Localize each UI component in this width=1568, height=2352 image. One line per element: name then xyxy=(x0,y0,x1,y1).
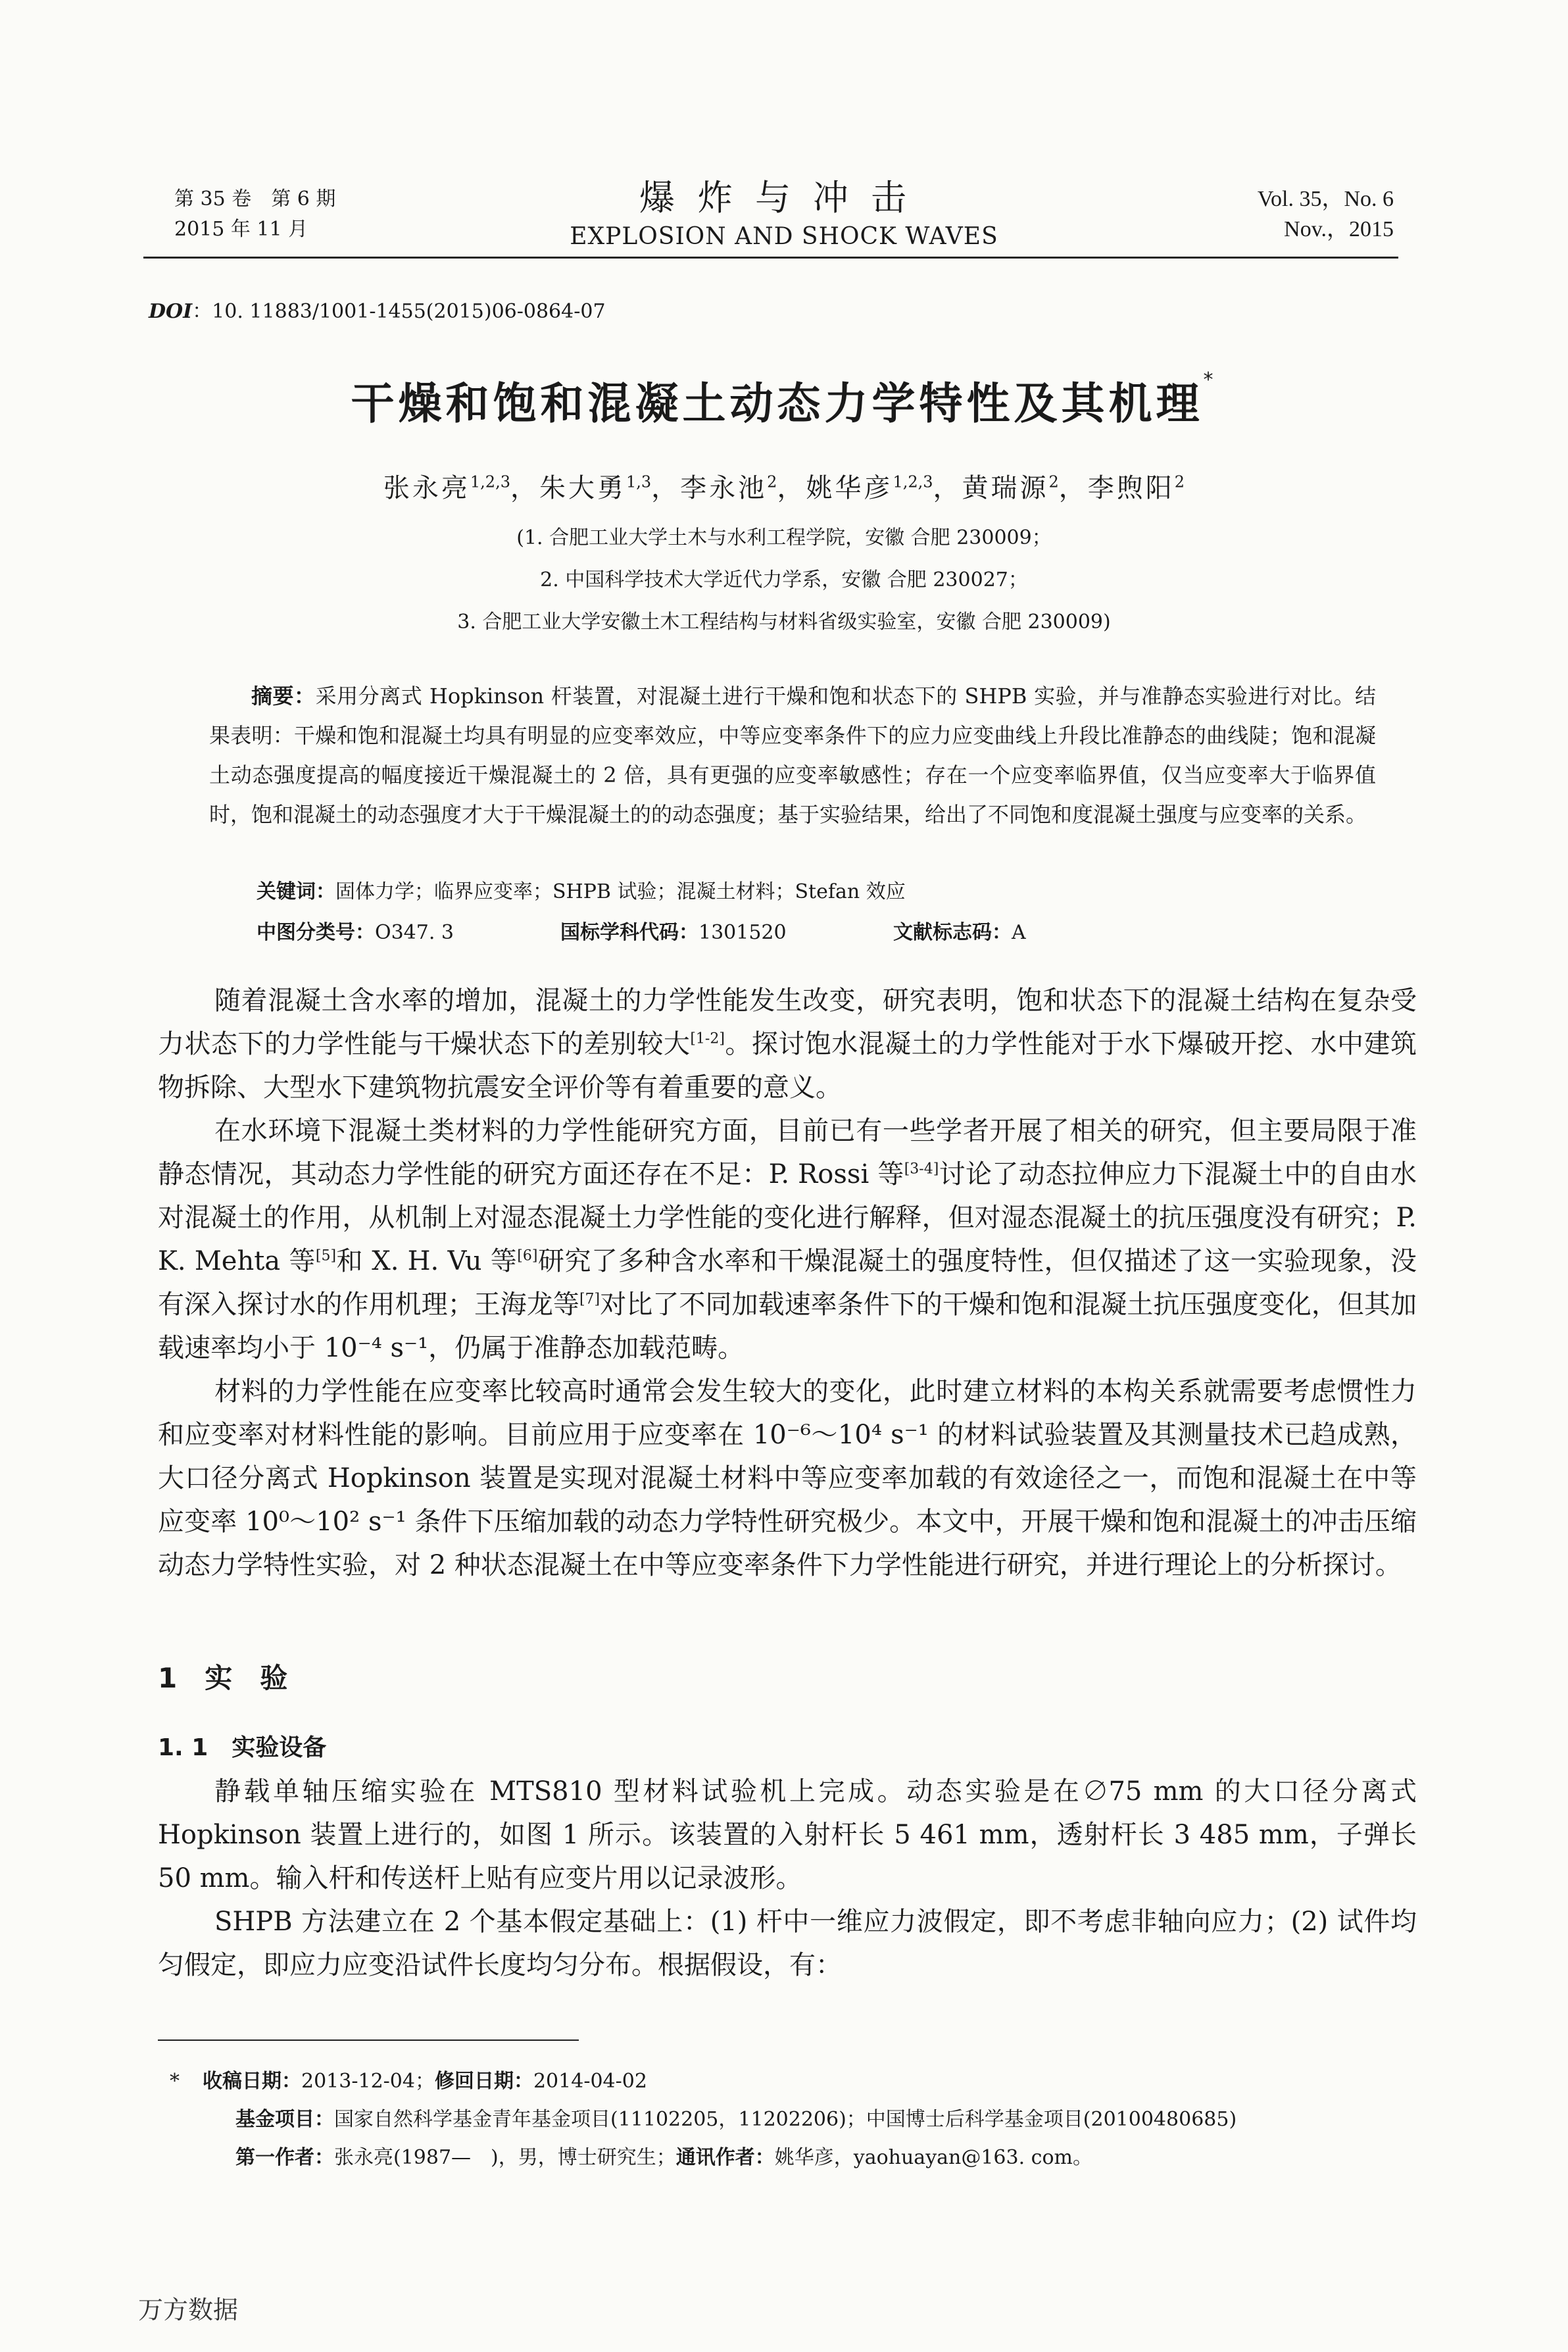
paper-title xyxy=(0,368,1568,431)
footnote-rule xyxy=(158,2039,579,2041)
doi-value: ：10. 11883/1001-1455(2015)06-0864-07 xyxy=(192,300,606,323)
subsection-heading: 1. 1 实验设备 xyxy=(158,1734,327,1761)
author-name: 李煦阳 xyxy=(1087,473,1175,503)
title-footnote-mark: * xyxy=(1203,368,1217,391)
journal-name-cn: 爆炸与冲击 xyxy=(639,177,929,218)
keywords xyxy=(257,875,1375,904)
footnote-star: * xyxy=(170,2070,180,2093)
intro-paragraph xyxy=(158,1109,1417,1370)
section-heading: 1 实 验 xyxy=(158,1662,288,1694)
journal-name-en: EXPLOSION AND SHOCK WAVES xyxy=(570,223,998,250)
citation: [7] xyxy=(579,1291,600,1308)
text-run: 对比了不同加载速率条件下的干燥和饱和混凝土抗压强度变化，但其加载速率均小于 10⁻⁴ s⁻¹，仍属于准静态加载范畴。 xyxy=(158,1289,1417,1363)
doi-label: DOI xyxy=(149,300,193,323)
citation: [5] xyxy=(315,1247,337,1264)
citation: [1-2] xyxy=(690,1030,725,1047)
text-run: 和 X. H. Vu 等 xyxy=(336,1246,518,1276)
keywords-label: 关键词： xyxy=(257,880,335,903)
author-affil: 2 xyxy=(767,472,777,491)
body-paragraph: 静载单轴压缩实验在 MTS810 型材料试验机上完成。动态实验是在∅75 mm 的大口径分离式 Hopkinson 装置上进行的，如图 1 所示。该装置的入射杆长 5 461 mm，透射杆长 3 485 mm，子弹长 50 mm。输入杆和传送杆上贴有应变片用以记录波形。 xyxy=(158,1776,1417,1893)
citation: [6] xyxy=(517,1247,538,1264)
author-name: 李永池 xyxy=(680,473,768,503)
first-author-label: 第一作者： xyxy=(235,2146,334,2169)
header-date: 2015 年 11 月 xyxy=(174,218,308,241)
text-run: 随着混凝土含水率的增加，混凝土的力学性能发生改变，研究表明，饱和状态下的混凝土结构在复杂受力状态下的力学性能与干燥状态下的差别较大 xyxy=(158,986,1417,1059)
affiliation-line: 2. 中国科学技术大学近代力学系，安徽 合肥 230027； xyxy=(540,568,1028,591)
header-vol-en xyxy=(1258,184,1394,245)
author-affil: 2 xyxy=(1048,472,1059,491)
affiliation-line: 3. 合肥工业大学安徽土木工程结构与材料省级实验室，安徽 合肥 230009) xyxy=(457,611,1111,634)
introduction xyxy=(158,979,1417,1587)
author-name: 张永亮 xyxy=(383,473,470,503)
clc-value: O347. 3 xyxy=(375,921,454,944)
footnote-fund xyxy=(172,2101,1237,2139)
clc-code xyxy=(257,916,454,945)
title-text: 干燥和饱和混凝土动态力学特性及其机理 xyxy=(351,378,1204,429)
author-affil: 2 xyxy=(1174,472,1185,491)
section-1-1-body xyxy=(158,1770,1417,1987)
text-run: 。探讨饱水混凝土的力学性能对于水下爆破开挖、水中建筑物拆除、大型水下建筑物抗震安全评价等有着重要的意义。 xyxy=(158,1029,1417,1103)
header-month-year: Nov.，2015 xyxy=(1284,217,1394,241)
revised-value: 2014-04-02 xyxy=(533,2070,647,2093)
affiliations xyxy=(0,517,1568,643)
fund-label: 基金项目： xyxy=(235,2108,334,2131)
subject-label: 国标学科代码： xyxy=(560,921,698,944)
watermark: 万方数据 xyxy=(138,2295,239,2324)
abstract-label: 摘要： xyxy=(251,684,316,709)
body-paragraph: SHPB 方法建立在 2 个基本假定基础上：(1) 杆中一维应力波假定，即不考虑非轴向应力；(2) 试件均匀假定，即应力应变沿试件长度均匀分布。根据假设，有： xyxy=(158,1907,1417,1980)
intro-paragraph: 材料的力学性能在应变率比较高时通常会发生较大的变化，此时建立材料的本构关系就需要考虑惯性力和应变率对材料性能的影响。目前应用于应变率在 10⁻⁶～10⁴ s⁻¹ 的材料试验装置及其测量技术已趋成熟，大口径分离式 Hopkinson 装置是实现对混凝土材料中等应变率加载的有效途径之一，而饱和混凝土在中等应变率 10⁰～10² s⁻¹ 条件下压缩加载的动态力学特性研究极少。本文中，开展干燥和饱和混凝土的冲击压缩动态力学特性实验，对 2 种状态混凝土在中等应变率条件下力学性能进行研究，并进行理论上的分析探讨。 xyxy=(158,1376,1417,1580)
text-run: 在水环境下混凝土类材料的力学性能研究方面，目前已有一些学者开展了相关的研究，但主要局限于准静态情况，其动态力学性能的研究方面还存在不足：P. Rossi 等 xyxy=(158,1116,1417,1189)
received-label: 收稿日期： xyxy=(203,2070,301,2093)
first-author-value: 张永亮(1987— )，男，博士研究生； xyxy=(334,2146,676,2169)
header-rule xyxy=(143,257,1398,259)
received-value: 2013-12-04； xyxy=(301,2070,435,2093)
subject-value: 1301520 xyxy=(698,921,787,944)
author-list: 张永亮$^{1,2,3}$，朱大勇$^{1,3}$，李永池$^2$，姚华彦$^{1,2,3}$，黄瑞源$^2$，李煦阳$^2$ xyxy=(383,472,1185,503)
affiliation-line: (1. 合肥工业大学土木与水利工程学院，安徽 合肥 230009； xyxy=(516,526,1052,549)
fund-value: 国家自然科学基金青年基金项目(11102205，11202206)；中国博士后科学基金项目(20100480685) xyxy=(334,2108,1237,2131)
intro-paragraph xyxy=(158,979,1417,1109)
author-name: 姚华彦 xyxy=(806,473,893,503)
citation: [3-4] xyxy=(904,1161,939,1178)
corresponding-value: 姚华彦，yaohuayan@163. com。 xyxy=(774,2146,1092,2169)
subject-code xyxy=(560,916,787,945)
doc-code xyxy=(893,916,1026,945)
abstract xyxy=(209,676,1376,834)
footnote-dates xyxy=(172,2063,1237,2101)
keywords-text: 固体力学；临界应变率；SHPB 试验；混凝土材料；Stefan 效应 xyxy=(335,880,906,903)
author-name: 黄瑞源 xyxy=(962,473,1049,503)
text-run: 研究了多种含水率和干燥混凝土的强度特性，但仅描述了这一实验现象，没有深入探讨水的作用机理；王海龙等 xyxy=(158,1246,1417,1320)
author-affil: 1,2,3 xyxy=(470,472,510,491)
text-run: 讨论了动态拉伸应力下混凝土中的自由水对混凝土的作用，从机制上对湿态混凝土力学性能的变化进行解释，但对湿态混凝土的抗压强度没有研究；P. K. Mehta 等 xyxy=(158,1159,1417,1276)
doc-value: A xyxy=(1012,921,1026,944)
abstract-text: 采用分离式 Hopkinson 杆装置，对混凝土进行干燥和饱和状态下的 SHPB 实验，并与准静态实验进行对比。结果表明：干燥和饱和混凝土均具有明显的应变率效应，中等应变率条件下的应力应变曲线上升段比准静态的曲线陡；饱和混凝土动态强度提高的幅度接近干燥混凝土的 2 倍，具有更强的应变率敏感性；存在一个应变率临界值，仅当应变率大于临界值时，饱和混凝土的动态强度才大于干燥混凝土的的动态强度；基于实验结果，给出了不同饱和度混凝土强度与应变率的关系。 xyxy=(209,684,1376,827)
doi-line xyxy=(149,295,606,324)
header-volume: 第 35 卷 第 6 期 xyxy=(174,188,336,211)
header-vol-no: Vol. 35，No. 6 xyxy=(1257,187,1394,211)
clc-label: 中图分类号： xyxy=(257,921,375,944)
footnotes xyxy=(172,2063,1237,2177)
author-affil: 1,3 xyxy=(625,472,652,491)
revised-label: 修回日期： xyxy=(434,2070,533,2093)
doc-label: 文献标志码： xyxy=(893,921,1012,944)
corresponding-label: 通讯作者： xyxy=(675,2146,775,2169)
footnote-authors xyxy=(172,2139,1237,2177)
author-name: 朱大勇 xyxy=(539,473,626,503)
author-affil: 1,2,3 xyxy=(893,472,933,491)
